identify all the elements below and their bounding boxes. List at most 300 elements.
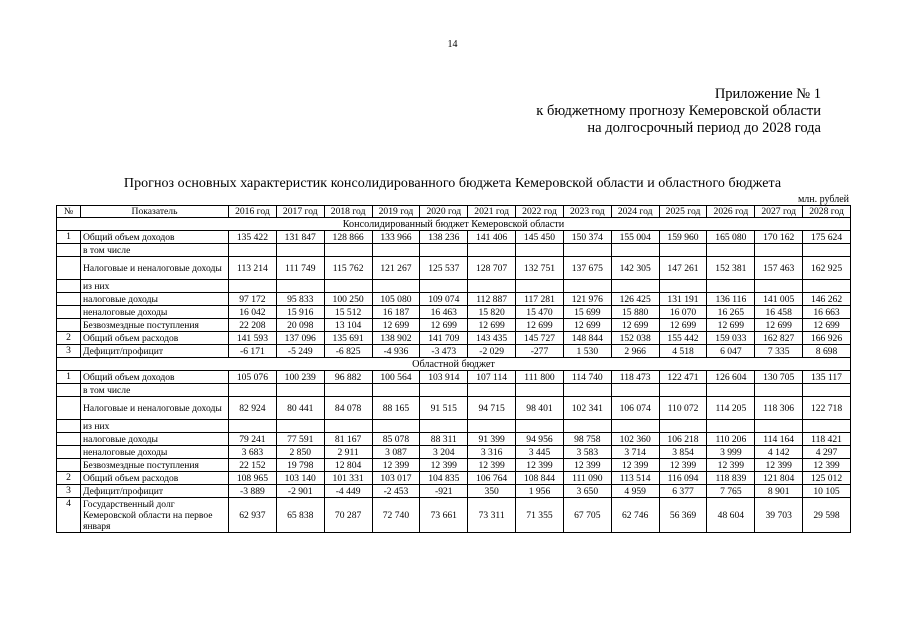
value-cell: 62 746 bbox=[611, 498, 659, 533]
value-cell bbox=[420, 384, 468, 397]
value-cell: 79 241 bbox=[229, 433, 277, 446]
row-number: 4 bbox=[57, 498, 81, 533]
value-cell: 4 142 bbox=[755, 446, 803, 459]
value-cell: -2 901 bbox=[276, 485, 324, 498]
value-cell: 95 833 bbox=[276, 293, 324, 306]
value-cell: 73 311 bbox=[468, 498, 516, 533]
section-header-row bbox=[57, 358, 851, 371]
row-number bbox=[57, 384, 81, 397]
value-cell: 128 707 bbox=[468, 257, 516, 280]
value-cell bbox=[324, 244, 372, 257]
row-label: налоговые доходы bbox=[81, 433, 229, 446]
column-header-year: 2019 год bbox=[372, 206, 420, 218]
value-cell: 110 072 bbox=[659, 397, 707, 420]
value-cell bbox=[516, 384, 564, 397]
value-cell: 102 341 bbox=[563, 397, 611, 420]
row-number bbox=[57, 306, 81, 319]
value-cell bbox=[755, 244, 803, 257]
value-cell bbox=[420, 420, 468, 433]
value-cell: 125 537 bbox=[420, 257, 468, 280]
appendix-line-3: на долгосрочный период до 2028 года bbox=[587, 120, 821, 136]
value-cell bbox=[563, 384, 611, 397]
value-cell: 98 401 bbox=[516, 397, 564, 420]
table-row bbox=[57, 371, 851, 384]
value-cell: 170 162 bbox=[755, 231, 803, 244]
value-cell: 111 749 bbox=[276, 257, 324, 280]
value-cell bbox=[659, 280, 707, 293]
row-number: 1 bbox=[57, 371, 81, 384]
value-cell: 12 699 bbox=[563, 319, 611, 332]
value-cell: 135 691 bbox=[324, 332, 372, 345]
value-cell: 103 914 bbox=[420, 371, 468, 384]
value-cell: 22 208 bbox=[229, 319, 277, 332]
value-cell: 138 236 bbox=[420, 231, 468, 244]
column-header-year: 2021 год bbox=[468, 206, 516, 218]
budget-forecast-table bbox=[56, 205, 851, 533]
value-cell: 121 976 bbox=[563, 293, 611, 306]
table-row bbox=[57, 244, 851, 257]
table-row bbox=[57, 319, 851, 332]
value-cell: 103 140 bbox=[276, 472, 324, 485]
value-cell: 108 965 bbox=[229, 472, 277, 485]
value-cell: 107 114 bbox=[468, 371, 516, 384]
value-cell: 12 804 bbox=[324, 459, 372, 472]
row-number: 2 bbox=[57, 332, 81, 345]
table-row bbox=[57, 257, 851, 280]
value-cell: 67 705 bbox=[563, 498, 611, 533]
value-cell: 155 004 bbox=[611, 231, 659, 244]
value-cell bbox=[659, 244, 707, 257]
value-cell: 111 800 bbox=[516, 371, 564, 384]
value-cell: 138 902 bbox=[372, 332, 420, 345]
value-cell: 96 882 bbox=[324, 371, 372, 384]
value-cell bbox=[372, 244, 420, 257]
section-header-row bbox=[57, 218, 851, 231]
value-cell: 71 355 bbox=[516, 498, 564, 533]
column-header-year: 2023 год bbox=[563, 206, 611, 218]
value-cell bbox=[563, 280, 611, 293]
value-cell: 135 117 bbox=[803, 371, 851, 384]
value-cell: 126 604 bbox=[707, 371, 755, 384]
value-cell: 16 187 bbox=[372, 306, 420, 319]
value-cell: 12 399 bbox=[468, 459, 516, 472]
value-cell: 118 839 bbox=[707, 472, 755, 485]
value-cell: 94 715 bbox=[468, 397, 516, 420]
value-cell: 145 727 bbox=[516, 332, 564, 345]
table-row bbox=[57, 397, 851, 420]
value-cell: 3 445 bbox=[516, 446, 564, 459]
value-cell: 77 591 bbox=[276, 433, 324, 446]
value-cell: 15 512 bbox=[324, 306, 372, 319]
row-label: в том числе bbox=[81, 244, 229, 257]
value-cell: 111 090 bbox=[563, 472, 611, 485]
value-cell bbox=[372, 420, 420, 433]
row-label: Дефицит/профицит bbox=[81, 345, 229, 358]
value-cell: 62 937 bbox=[229, 498, 277, 533]
value-cell: 70 287 bbox=[324, 498, 372, 533]
value-cell: 1 530 bbox=[563, 345, 611, 358]
value-cell: 3 204 bbox=[420, 446, 468, 459]
value-cell: 136 116 bbox=[707, 293, 755, 306]
value-cell: 115 762 bbox=[324, 257, 372, 280]
row-number bbox=[57, 459, 81, 472]
value-cell: 114 205 bbox=[707, 397, 755, 420]
value-cell: 22 152 bbox=[229, 459, 277, 472]
value-cell: 81 167 bbox=[324, 433, 372, 446]
value-cell: 29 598 bbox=[803, 498, 851, 533]
column-header-year: 2020 год bbox=[420, 206, 468, 218]
value-cell: 97 172 bbox=[229, 293, 277, 306]
value-cell: 98 758 bbox=[563, 433, 611, 446]
value-cell: 8 698 bbox=[803, 345, 851, 358]
value-cell bbox=[229, 244, 277, 257]
value-cell bbox=[707, 384, 755, 397]
value-cell: 13 104 bbox=[324, 319, 372, 332]
value-cell: 146 262 bbox=[803, 293, 851, 306]
value-cell: 3 683 bbox=[229, 446, 277, 459]
row-label: Общий объем расходов bbox=[81, 472, 229, 485]
value-cell: 147 261 bbox=[659, 257, 707, 280]
row-label: Общий объем расходов bbox=[81, 332, 229, 345]
row-number bbox=[57, 433, 81, 446]
table-row bbox=[57, 485, 851, 498]
value-cell: 121 267 bbox=[372, 257, 420, 280]
value-cell: 94 956 bbox=[516, 433, 564, 446]
value-cell: 166 926 bbox=[803, 332, 851, 345]
value-cell: 15 470 bbox=[516, 306, 564, 319]
value-cell: 106 764 bbox=[468, 472, 516, 485]
table-row bbox=[57, 472, 851, 485]
row-number bbox=[57, 319, 81, 332]
value-cell: 12 699 bbox=[420, 319, 468, 332]
units-label: млн. рублей bbox=[797, 194, 849, 205]
value-cell bbox=[229, 280, 277, 293]
value-cell: 3 583 bbox=[563, 446, 611, 459]
value-cell bbox=[755, 420, 803, 433]
value-cell: 105 076 bbox=[229, 371, 277, 384]
value-cell bbox=[468, 244, 516, 257]
row-number bbox=[57, 280, 81, 293]
value-cell: 141 593 bbox=[229, 332, 277, 345]
value-cell bbox=[659, 420, 707, 433]
value-cell: 12 399 bbox=[516, 459, 564, 472]
value-cell: 118 421 bbox=[803, 433, 851, 446]
value-cell: -4 936 bbox=[372, 345, 420, 358]
column-header-year: 2025 год bbox=[659, 206, 707, 218]
value-cell: 105 080 bbox=[372, 293, 420, 306]
value-cell: 91 399 bbox=[468, 433, 516, 446]
table-body bbox=[57, 218, 851, 533]
value-cell bbox=[324, 280, 372, 293]
value-cell: 12 699 bbox=[516, 319, 564, 332]
value-cell: -2 029 bbox=[468, 345, 516, 358]
value-cell: 72 740 bbox=[372, 498, 420, 533]
value-cell: 12 399 bbox=[803, 459, 851, 472]
value-cell bbox=[803, 420, 851, 433]
value-cell: 152 038 bbox=[611, 332, 659, 345]
value-cell: 3 714 bbox=[611, 446, 659, 459]
value-cell bbox=[611, 244, 659, 257]
value-cell: 159 033 bbox=[707, 332, 755, 345]
value-cell: 131 847 bbox=[276, 231, 324, 244]
value-cell: 1 956 bbox=[516, 485, 564, 498]
value-cell: 84 078 bbox=[324, 397, 372, 420]
value-cell: 122 718 bbox=[803, 397, 851, 420]
table-row bbox=[57, 345, 851, 358]
value-cell: 141 709 bbox=[420, 332, 468, 345]
value-cell: 152 381 bbox=[707, 257, 755, 280]
value-cell: 12 699 bbox=[611, 319, 659, 332]
value-cell: 12 699 bbox=[755, 319, 803, 332]
value-cell: 165 080 bbox=[707, 231, 755, 244]
row-number bbox=[57, 397, 81, 420]
column-header-number: № bbox=[57, 206, 81, 218]
value-cell: 118 306 bbox=[755, 397, 803, 420]
value-cell bbox=[563, 244, 611, 257]
row-number: 2 bbox=[57, 472, 81, 485]
value-cell: 133 966 bbox=[372, 231, 420, 244]
value-cell: 137 096 bbox=[276, 332, 324, 345]
value-cell: 4 518 bbox=[659, 345, 707, 358]
value-cell: 135 422 bbox=[229, 231, 277, 244]
value-cell: 100 250 bbox=[324, 293, 372, 306]
value-cell: 2 911 bbox=[324, 446, 372, 459]
row-label: Общий объем доходов bbox=[81, 231, 229, 244]
row-label: неналоговые доходы bbox=[81, 306, 229, 319]
section-title: Областной бюджет bbox=[57, 358, 851, 371]
value-cell bbox=[707, 280, 755, 293]
value-cell: 6 047 bbox=[707, 345, 755, 358]
table-row bbox=[57, 306, 851, 319]
value-cell bbox=[324, 420, 372, 433]
value-cell: 112 887 bbox=[468, 293, 516, 306]
value-cell: 10 105 bbox=[803, 485, 851, 498]
value-cell: 15 699 bbox=[563, 306, 611, 319]
value-cell: 4 297 bbox=[803, 446, 851, 459]
value-cell bbox=[468, 384, 516, 397]
appendix-heading bbox=[481, 86, 821, 137]
value-cell: 82 924 bbox=[229, 397, 277, 420]
appendix-line-1: Приложение № 1 bbox=[714, 86, 821, 102]
row-label: неналоговые доходы bbox=[81, 446, 229, 459]
value-cell: 118 473 bbox=[611, 371, 659, 384]
value-cell: 12 699 bbox=[372, 319, 420, 332]
value-cell: 12 399 bbox=[372, 459, 420, 472]
value-cell: 12 399 bbox=[707, 459, 755, 472]
value-cell: 113 514 bbox=[611, 472, 659, 485]
value-cell: 91 515 bbox=[420, 397, 468, 420]
row-label: Безвозмездные поступления bbox=[81, 319, 229, 332]
row-number bbox=[57, 420, 81, 433]
value-cell: 3 316 bbox=[468, 446, 516, 459]
value-cell: 2 850 bbox=[276, 446, 324, 459]
table-row bbox=[57, 446, 851, 459]
value-cell: 150 374 bbox=[563, 231, 611, 244]
value-cell bbox=[372, 280, 420, 293]
value-cell: 142 305 bbox=[611, 257, 659, 280]
value-cell: 12 399 bbox=[420, 459, 468, 472]
row-label: Государственный долг Кемеровской области на первое января bbox=[81, 498, 229, 533]
value-cell: 7 335 bbox=[755, 345, 803, 358]
table-row bbox=[57, 384, 851, 397]
row-label: Налоговые и неналоговые доходы bbox=[81, 397, 229, 420]
value-cell: -2 453 bbox=[372, 485, 420, 498]
table-row bbox=[57, 420, 851, 433]
value-cell: 143 435 bbox=[468, 332, 516, 345]
value-cell: 3 999 bbox=[707, 446, 755, 459]
value-cell: 56 369 bbox=[659, 498, 707, 533]
column-header-year: 2022 год bbox=[516, 206, 564, 218]
value-cell bbox=[803, 280, 851, 293]
value-cell: 15 880 bbox=[611, 306, 659, 319]
value-cell: 108 844 bbox=[516, 472, 564, 485]
value-cell: -3 473 bbox=[420, 345, 468, 358]
column-header-year: 2026 год bbox=[707, 206, 755, 218]
value-cell bbox=[516, 244, 564, 257]
value-cell: -277 bbox=[516, 345, 564, 358]
value-cell bbox=[420, 280, 468, 293]
value-cell: 110 206 bbox=[707, 433, 755, 446]
value-cell: 109 074 bbox=[420, 293, 468, 306]
column-header-year: 2028 год bbox=[803, 206, 851, 218]
value-cell bbox=[468, 280, 516, 293]
value-cell: 101 331 bbox=[324, 472, 372, 485]
value-cell: -3 889 bbox=[229, 485, 277, 498]
value-cell: 148 844 bbox=[563, 332, 611, 345]
value-cell: 106 074 bbox=[611, 397, 659, 420]
value-cell: -4 449 bbox=[324, 485, 372, 498]
table-row bbox=[57, 293, 851, 306]
row-number bbox=[57, 446, 81, 459]
value-cell: 15 820 bbox=[468, 306, 516, 319]
value-cell bbox=[516, 420, 564, 433]
value-cell bbox=[276, 244, 324, 257]
value-cell: 116 094 bbox=[659, 472, 707, 485]
table-row bbox=[57, 498, 851, 533]
value-cell: 175 624 bbox=[803, 231, 851, 244]
value-cell: 16 463 bbox=[420, 306, 468, 319]
value-cell: 3 854 bbox=[659, 446, 707, 459]
value-cell bbox=[755, 384, 803, 397]
value-cell bbox=[229, 420, 277, 433]
row-number: 3 bbox=[57, 345, 81, 358]
value-cell: 4 959 bbox=[611, 485, 659, 498]
value-cell: 132 751 bbox=[516, 257, 564, 280]
value-cell: -6 825 bbox=[324, 345, 372, 358]
value-cell: 80 441 bbox=[276, 397, 324, 420]
value-cell: 16 663 bbox=[803, 306, 851, 319]
value-cell bbox=[659, 384, 707, 397]
value-cell bbox=[611, 280, 659, 293]
value-cell: 15 916 bbox=[276, 306, 324, 319]
value-cell bbox=[372, 384, 420, 397]
value-cell: -6 171 bbox=[229, 345, 277, 358]
value-cell bbox=[516, 280, 564, 293]
column-header-indicator: Показатель bbox=[81, 206, 229, 218]
row-number bbox=[57, 293, 81, 306]
value-cell bbox=[707, 244, 755, 257]
value-cell: 155 442 bbox=[659, 332, 707, 345]
value-cell: 145 450 bbox=[516, 231, 564, 244]
table-row bbox=[57, 231, 851, 244]
row-label: Налоговые и неналоговые доходы bbox=[81, 257, 229, 280]
value-cell bbox=[803, 384, 851, 397]
value-cell bbox=[563, 420, 611, 433]
value-cell: 16 042 bbox=[229, 306, 277, 319]
value-cell: 130 705 bbox=[755, 371, 803, 384]
value-cell: 125 012 bbox=[803, 472, 851, 485]
value-cell: -921 bbox=[420, 485, 468, 498]
value-cell: 104 835 bbox=[420, 472, 468, 485]
value-cell: 159 960 bbox=[659, 231, 707, 244]
table-header-row bbox=[57, 206, 851, 218]
section-title: Консолидированный бюджет Кемеровской области bbox=[57, 218, 851, 231]
table-row bbox=[57, 459, 851, 472]
value-cell: 157 463 bbox=[755, 257, 803, 280]
value-cell: 128 866 bbox=[324, 231, 372, 244]
row-label: налоговые доходы bbox=[81, 293, 229, 306]
row-number bbox=[57, 244, 81, 257]
value-cell: 88 311 bbox=[420, 433, 468, 446]
value-cell: 19 798 bbox=[276, 459, 324, 472]
table-row bbox=[57, 332, 851, 345]
value-cell: 88 165 bbox=[372, 397, 420, 420]
value-cell: 8 901 bbox=[755, 485, 803, 498]
value-cell: 12 399 bbox=[611, 459, 659, 472]
value-cell bbox=[276, 420, 324, 433]
value-cell: 48 604 bbox=[707, 498, 755, 533]
value-cell: 162 827 bbox=[755, 332, 803, 345]
row-label: из них bbox=[81, 280, 229, 293]
value-cell: 6 377 bbox=[659, 485, 707, 498]
value-cell: 100 239 bbox=[276, 371, 324, 384]
row-number: 1 bbox=[57, 231, 81, 244]
value-cell: 16 070 bbox=[659, 306, 707, 319]
value-cell bbox=[324, 384, 372, 397]
column-header-year: 2018 год bbox=[324, 206, 372, 218]
value-cell: 100 564 bbox=[372, 371, 420, 384]
value-cell: 141 406 bbox=[468, 231, 516, 244]
page-number: 14 bbox=[447, 39, 458, 50]
value-cell bbox=[229, 384, 277, 397]
value-cell bbox=[707, 420, 755, 433]
value-cell bbox=[611, 384, 659, 397]
value-cell: 131 191 bbox=[659, 293, 707, 306]
column-header-year: 2017 год bbox=[276, 206, 324, 218]
value-cell: 16 265 bbox=[707, 306, 755, 319]
value-cell: 12 399 bbox=[755, 459, 803, 472]
document-title: Прогноз основных характеристик консолидированного бюджета Кемеровской области и областного бюджета bbox=[123, 176, 782, 191]
value-cell: -5 249 bbox=[276, 345, 324, 358]
column-header-year: 2016 год bbox=[229, 206, 277, 218]
value-cell: 7 765 bbox=[707, 485, 755, 498]
value-cell bbox=[420, 244, 468, 257]
value-cell: 16 458 bbox=[755, 306, 803, 319]
value-cell: 162 925 bbox=[803, 257, 851, 280]
value-cell: 12 699 bbox=[659, 319, 707, 332]
column-header-year: 2024 год bbox=[611, 206, 659, 218]
value-cell bbox=[276, 384, 324, 397]
row-number bbox=[57, 257, 81, 280]
value-cell: 85 078 bbox=[372, 433, 420, 446]
value-cell bbox=[755, 280, 803, 293]
row-label: Дефицит/профицит bbox=[81, 485, 229, 498]
value-cell: 114 164 bbox=[755, 433, 803, 446]
value-cell: 103 017 bbox=[372, 472, 420, 485]
value-cell: 65 838 bbox=[276, 498, 324, 533]
value-cell: 117 281 bbox=[516, 293, 564, 306]
value-cell bbox=[803, 244, 851, 257]
